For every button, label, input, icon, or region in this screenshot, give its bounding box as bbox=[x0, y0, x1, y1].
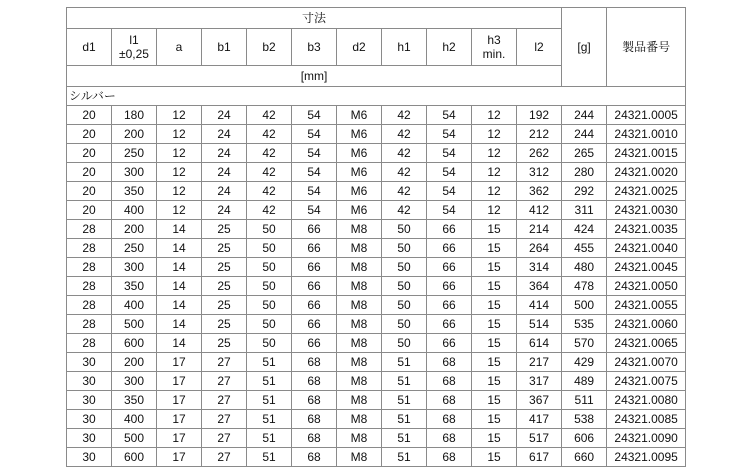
column-header: h2 bbox=[427, 29, 472, 66]
table-cell: 14 bbox=[157, 258, 202, 277]
table-cell: 12 bbox=[157, 125, 202, 144]
table-cell: 517 bbox=[517, 429, 562, 448]
part-number-cell: 24321.0040 bbox=[607, 239, 686, 258]
table-cell: 20 bbox=[67, 144, 112, 163]
table-cell: 25 bbox=[202, 220, 247, 239]
table-cell: M8 bbox=[337, 315, 382, 334]
table-cell: 54 bbox=[427, 106, 472, 125]
column-header: b3 bbox=[292, 29, 337, 66]
section-label: シルバー bbox=[67, 87, 686, 106]
weight-column-header: [g] bbox=[562, 8, 607, 87]
table-cell: 17 bbox=[157, 410, 202, 429]
table-cell: 200 bbox=[112, 220, 157, 239]
table-cell: 30 bbox=[67, 429, 112, 448]
table-cell: 500 bbox=[112, 429, 157, 448]
table-cell: 200 bbox=[112, 125, 157, 144]
table-cell: 17 bbox=[157, 429, 202, 448]
table-cell: 317 bbox=[517, 372, 562, 391]
table-cell: 244 bbox=[562, 125, 607, 144]
table-cell: M8 bbox=[337, 239, 382, 258]
table-cell: 212 bbox=[517, 125, 562, 144]
table-cell: 400 bbox=[112, 296, 157, 315]
table-cell: 15 bbox=[472, 448, 517, 467]
table-cell: 28 bbox=[67, 277, 112, 296]
part-number-cell: 24321.0015 bbox=[607, 144, 686, 163]
table-row bbox=[67, 353, 686, 372]
table-row bbox=[67, 296, 686, 315]
table-cell: 28 bbox=[67, 334, 112, 353]
table-cell: 264 bbox=[517, 239, 562, 258]
table-row bbox=[67, 220, 686, 239]
table-cell: 66 bbox=[292, 315, 337, 334]
table-cell: 15 bbox=[472, 372, 517, 391]
table-cell: 25 bbox=[202, 334, 247, 353]
part-number-cell: 24321.0045 bbox=[607, 258, 686, 277]
table-row bbox=[67, 391, 686, 410]
part-number-cell: 24321.0075 bbox=[607, 372, 686, 391]
table-cell: 54 bbox=[427, 125, 472, 144]
table-cell: 68 bbox=[427, 372, 472, 391]
table-cell: 17 bbox=[157, 353, 202, 372]
part-number-cell: 24321.0085 bbox=[607, 410, 686, 429]
table-cell: 400 bbox=[112, 201, 157, 220]
table-cell: 68 bbox=[292, 410, 337, 429]
table-cell: 51 bbox=[247, 391, 292, 410]
table-cell: 54 bbox=[292, 144, 337, 163]
table-cell: 20 bbox=[67, 125, 112, 144]
table-cell: 15 bbox=[472, 296, 517, 315]
table-cell: 300 bbox=[112, 372, 157, 391]
table-cell: 424 bbox=[562, 220, 607, 239]
table-cell: 42 bbox=[247, 144, 292, 163]
column-header: d1 bbox=[67, 29, 112, 66]
table-cell: 51 bbox=[382, 391, 427, 410]
part-number-cell: 24321.0030 bbox=[607, 201, 686, 220]
table-cell: M8 bbox=[337, 372, 382, 391]
table-cell: 478 bbox=[562, 277, 607, 296]
table-cell: 400 bbox=[112, 410, 157, 429]
table-cell: 66 bbox=[292, 220, 337, 239]
spec-table bbox=[66, 7, 686, 467]
table-cell: 42 bbox=[382, 144, 427, 163]
table-cell: 42 bbox=[382, 163, 427, 182]
table-cell: 50 bbox=[247, 258, 292, 277]
table-cell: 68 bbox=[427, 448, 472, 467]
table-cell: 51 bbox=[382, 353, 427, 372]
table-cell: 66 bbox=[427, 277, 472, 296]
table-cell: 66 bbox=[292, 258, 337, 277]
table-cell: 15 bbox=[472, 277, 517, 296]
table-cell: 66 bbox=[427, 315, 472, 334]
table-cell: 14 bbox=[157, 334, 202, 353]
table-cell: 500 bbox=[112, 315, 157, 334]
table-cell: 68 bbox=[427, 391, 472, 410]
table-cell: 54 bbox=[292, 125, 337, 144]
part-number-cell: 24321.0020 bbox=[607, 163, 686, 182]
table-cell: 42 bbox=[247, 201, 292, 220]
part-number-cell: 24321.0010 bbox=[607, 125, 686, 144]
table-cell: 500 bbox=[562, 296, 607, 315]
table-cell: 489 bbox=[562, 372, 607, 391]
part-number-cell: 24321.0070 bbox=[607, 353, 686, 372]
part-number-cell: 24321.0060 bbox=[607, 315, 686, 334]
table-cell: 12 bbox=[157, 144, 202, 163]
table-cell: 54 bbox=[292, 182, 337, 201]
table-cell: 25 bbox=[202, 277, 247, 296]
table-cell: 51 bbox=[247, 372, 292, 391]
table-cell: 660 bbox=[562, 448, 607, 467]
table-cell: 54 bbox=[427, 144, 472, 163]
table-cell: 68 bbox=[427, 429, 472, 448]
table-cell: 50 bbox=[382, 296, 427, 315]
table-row bbox=[67, 277, 686, 296]
table-cell: 54 bbox=[427, 163, 472, 182]
table-cell: 50 bbox=[382, 239, 427, 258]
table-cell: 14 bbox=[157, 277, 202, 296]
table-cell: 51 bbox=[382, 448, 427, 467]
table-cell: 66 bbox=[427, 239, 472, 258]
table-cell: 68 bbox=[427, 410, 472, 429]
table-cell: M6 bbox=[337, 106, 382, 125]
table-cell: 292 bbox=[562, 182, 607, 201]
table-cell: 15 bbox=[472, 391, 517, 410]
table-cell: 412 bbox=[517, 201, 562, 220]
table-cell: 25 bbox=[202, 296, 247, 315]
section-row bbox=[67, 87, 686, 106]
table-cell: M8 bbox=[337, 429, 382, 448]
table-cell: 24 bbox=[202, 182, 247, 201]
part-number-cell: 24321.0050 bbox=[607, 277, 686, 296]
table-cell: 350 bbox=[112, 182, 157, 201]
dimensions-group-header: 寸法 bbox=[67, 8, 562, 29]
table-cell: 570 bbox=[562, 334, 607, 353]
part-number-cell: 24321.0055 bbox=[607, 296, 686, 315]
part-number-cell: 24321.0035 bbox=[607, 220, 686, 239]
column-header: l1 ±0,25 bbox=[112, 29, 157, 66]
table-row bbox=[67, 315, 686, 334]
table-cell: 311 bbox=[562, 201, 607, 220]
table-cell: 50 bbox=[247, 334, 292, 353]
table-cell: M8 bbox=[337, 448, 382, 467]
table-row bbox=[67, 258, 686, 277]
table-cell: 51 bbox=[247, 429, 292, 448]
part-number-cell: 24321.0025 bbox=[607, 182, 686, 201]
group-header-row bbox=[67, 8, 686, 29]
table-cell: 50 bbox=[382, 220, 427, 239]
table-cell: 17 bbox=[157, 448, 202, 467]
table-cell: 312 bbox=[517, 163, 562, 182]
table-cell: 66 bbox=[292, 296, 337, 315]
table-cell: 600 bbox=[112, 334, 157, 353]
table-row bbox=[67, 410, 686, 429]
table-cell: 14 bbox=[157, 220, 202, 239]
column-header: h3 min. bbox=[472, 29, 517, 66]
table-cell: 15 bbox=[472, 334, 517, 353]
table-row bbox=[67, 239, 686, 258]
table-row bbox=[67, 334, 686, 353]
table-cell: 30 bbox=[67, 353, 112, 372]
table-cell: 414 bbox=[517, 296, 562, 315]
table-cell: 300 bbox=[112, 163, 157, 182]
table-cell: 480 bbox=[562, 258, 607, 277]
table-cell: 17 bbox=[157, 372, 202, 391]
table-cell: 300 bbox=[112, 258, 157, 277]
table-cell: M8 bbox=[337, 410, 382, 429]
table-cell: 66 bbox=[292, 277, 337, 296]
table-cell: 20 bbox=[67, 106, 112, 125]
table-cell: M6 bbox=[337, 144, 382, 163]
table-cell: 600 bbox=[112, 448, 157, 467]
table-cell: 50 bbox=[382, 315, 427, 334]
table-cell: 30 bbox=[67, 391, 112, 410]
table-cell: 15 bbox=[472, 239, 517, 258]
table-row bbox=[67, 429, 686, 448]
table-cell: 68 bbox=[292, 448, 337, 467]
table-cell: 27 bbox=[202, 410, 247, 429]
table-cell: M8 bbox=[337, 296, 382, 315]
unit-label: [mm] bbox=[67, 66, 562, 87]
table-cell: 68 bbox=[292, 429, 337, 448]
table-cell: 511 bbox=[562, 391, 607, 410]
table-cell: 66 bbox=[427, 220, 472, 239]
table-cell: 27 bbox=[202, 353, 247, 372]
table-cell: M6 bbox=[337, 125, 382, 144]
table-cell: 27 bbox=[202, 372, 247, 391]
table-cell: 250 bbox=[112, 144, 157, 163]
table-cell: 455 bbox=[562, 239, 607, 258]
table-cell: 54 bbox=[427, 201, 472, 220]
table-cell: 42 bbox=[382, 106, 427, 125]
part-number-cell: 24321.0080 bbox=[607, 391, 686, 410]
table-cell: 54 bbox=[292, 201, 337, 220]
table-cell: 20 bbox=[67, 182, 112, 201]
table-cell: 50 bbox=[247, 239, 292, 258]
table-cell: 25 bbox=[202, 258, 247, 277]
table-cell: 42 bbox=[247, 125, 292, 144]
table-cell: M6 bbox=[337, 163, 382, 182]
table-cell: 14 bbox=[157, 239, 202, 258]
table-cell: 244 bbox=[562, 106, 607, 125]
table-cell: 15 bbox=[472, 220, 517, 239]
table-cell: 27 bbox=[202, 391, 247, 410]
table-cell: 250 bbox=[112, 239, 157, 258]
table-cell: 362 bbox=[517, 182, 562, 201]
table-cell: 54 bbox=[292, 163, 337, 182]
table-cell: 51 bbox=[247, 410, 292, 429]
table-cell: 192 bbox=[517, 106, 562, 125]
table-cell: 350 bbox=[112, 277, 157, 296]
table-cell: 20 bbox=[67, 201, 112, 220]
table-cell: 42 bbox=[382, 201, 427, 220]
table-cell: 30 bbox=[67, 410, 112, 429]
table-cell: 51 bbox=[382, 372, 427, 391]
table-row bbox=[67, 106, 686, 125]
table-cell: 68 bbox=[292, 353, 337, 372]
table-cell: 66 bbox=[427, 296, 472, 315]
column-header: b1 bbox=[202, 29, 247, 66]
table-cell: 180 bbox=[112, 106, 157, 125]
table-cell: 15 bbox=[472, 258, 517, 277]
table-cell: 364 bbox=[517, 277, 562, 296]
table-cell: 214 bbox=[517, 220, 562, 239]
table-cell: 42 bbox=[247, 106, 292, 125]
table-cell: 50 bbox=[247, 315, 292, 334]
table-cell: 20 bbox=[67, 163, 112, 182]
table-cell: 15 bbox=[472, 429, 517, 448]
table-cell: 24 bbox=[202, 144, 247, 163]
table-cell: 12 bbox=[472, 144, 517, 163]
table-cell: 30 bbox=[67, 448, 112, 467]
column-header: d2 bbox=[337, 29, 382, 66]
table-row bbox=[67, 448, 686, 467]
table-cell: 50 bbox=[382, 258, 427, 277]
table-cell: M8 bbox=[337, 334, 382, 353]
table-cell: M8 bbox=[337, 258, 382, 277]
table-cell: 50 bbox=[382, 277, 427, 296]
table-row bbox=[67, 163, 686, 182]
table-cell: M6 bbox=[337, 201, 382, 220]
table-cell: 27 bbox=[202, 448, 247, 467]
table-cell: 66 bbox=[427, 334, 472, 353]
table-cell: 217 bbox=[517, 353, 562, 372]
table-cell: 314 bbox=[517, 258, 562, 277]
table-cell: 66 bbox=[292, 334, 337, 353]
table-cell: 24 bbox=[202, 106, 247, 125]
table-cell: 24 bbox=[202, 201, 247, 220]
part-number-column-header: 製品番号 bbox=[607, 8, 686, 87]
table-cell: 42 bbox=[247, 163, 292, 182]
table-cell: M6 bbox=[337, 182, 382, 201]
table-cell: 538 bbox=[562, 410, 607, 429]
column-header: b2 bbox=[247, 29, 292, 66]
table-cell: M8 bbox=[337, 220, 382, 239]
table-row bbox=[67, 125, 686, 144]
table-row bbox=[67, 182, 686, 201]
table-cell: 12 bbox=[157, 182, 202, 201]
table-cell: 68 bbox=[427, 353, 472, 372]
table-cell: 262 bbox=[517, 144, 562, 163]
table-cell: 200 bbox=[112, 353, 157, 372]
table-cell: 42 bbox=[382, 125, 427, 144]
column-header: l2 bbox=[517, 29, 562, 66]
table-cell: 12 bbox=[472, 201, 517, 220]
table-cell: 617 bbox=[517, 448, 562, 467]
table-cell: 17 bbox=[157, 391, 202, 410]
table-cell: 51 bbox=[247, 448, 292, 467]
table-cell: 25 bbox=[202, 315, 247, 334]
table-cell: 15 bbox=[472, 315, 517, 334]
table-cell: 12 bbox=[472, 106, 517, 125]
table-cell: 28 bbox=[67, 239, 112, 258]
table-cell: 265 bbox=[562, 144, 607, 163]
table-cell: 50 bbox=[247, 277, 292, 296]
table-cell: 42 bbox=[382, 182, 427, 201]
table-cell: 12 bbox=[157, 106, 202, 125]
table-cell: M8 bbox=[337, 353, 382, 372]
table-cell: 12 bbox=[157, 201, 202, 220]
table-cell: 50 bbox=[247, 296, 292, 315]
table-cell: 12 bbox=[472, 163, 517, 182]
table-cell: 28 bbox=[67, 296, 112, 315]
table-cell: M8 bbox=[337, 391, 382, 410]
table-cell: 12 bbox=[472, 182, 517, 201]
table-cell: 280 bbox=[562, 163, 607, 182]
table-cell: 68 bbox=[292, 391, 337, 410]
table-cell: 42 bbox=[247, 182, 292, 201]
table-cell: 15 bbox=[472, 353, 517, 372]
table-cell: 66 bbox=[427, 258, 472, 277]
table-cell: 514 bbox=[517, 315, 562, 334]
table-cell: 15 bbox=[472, 410, 517, 429]
table-cell: 614 bbox=[517, 334, 562, 353]
table-cell: 68 bbox=[292, 372, 337, 391]
table-cell: 429 bbox=[562, 353, 607, 372]
table-cell: 50 bbox=[382, 334, 427, 353]
table-cell: M8 bbox=[337, 277, 382, 296]
part-number-cell: 24321.0065 bbox=[607, 334, 686, 353]
table-cell: 350 bbox=[112, 391, 157, 410]
table-cell: 28 bbox=[67, 315, 112, 334]
part-number-cell: 24321.0095 bbox=[607, 448, 686, 467]
table-cell: 24 bbox=[202, 163, 247, 182]
table-cell: 12 bbox=[157, 163, 202, 182]
table-cell: 54 bbox=[427, 182, 472, 201]
table-cell: 54 bbox=[292, 106, 337, 125]
table-row bbox=[67, 201, 686, 220]
column-header: a bbox=[157, 29, 202, 66]
table-cell: 367 bbox=[517, 391, 562, 410]
table-cell: 27 bbox=[202, 429, 247, 448]
table-cell: 14 bbox=[157, 296, 202, 315]
table-row bbox=[67, 372, 686, 391]
table-cell: 24 bbox=[202, 125, 247, 144]
table-cell: 28 bbox=[67, 258, 112, 277]
column-header: h1 bbox=[382, 29, 427, 66]
table-cell: 50 bbox=[247, 220, 292, 239]
table-cell: 606 bbox=[562, 429, 607, 448]
table-cell: 28 bbox=[67, 220, 112, 239]
table-cell: 25 bbox=[202, 239, 247, 258]
table-cell: 51 bbox=[247, 353, 292, 372]
table-cell: 51 bbox=[382, 429, 427, 448]
table-cell: 14 bbox=[157, 315, 202, 334]
table-cell: 51 bbox=[382, 410, 427, 429]
spec-table-container bbox=[66, 7, 685, 467]
table-row bbox=[67, 144, 686, 163]
table-cell: 417 bbox=[517, 410, 562, 429]
table-cell: 66 bbox=[292, 239, 337, 258]
table-cell: 12 bbox=[472, 125, 517, 144]
part-number-cell: 24321.0005 bbox=[607, 106, 686, 125]
table-cell: 30 bbox=[67, 372, 112, 391]
table-cell: 535 bbox=[562, 315, 607, 334]
part-number-cell: 24321.0090 bbox=[607, 429, 686, 448]
